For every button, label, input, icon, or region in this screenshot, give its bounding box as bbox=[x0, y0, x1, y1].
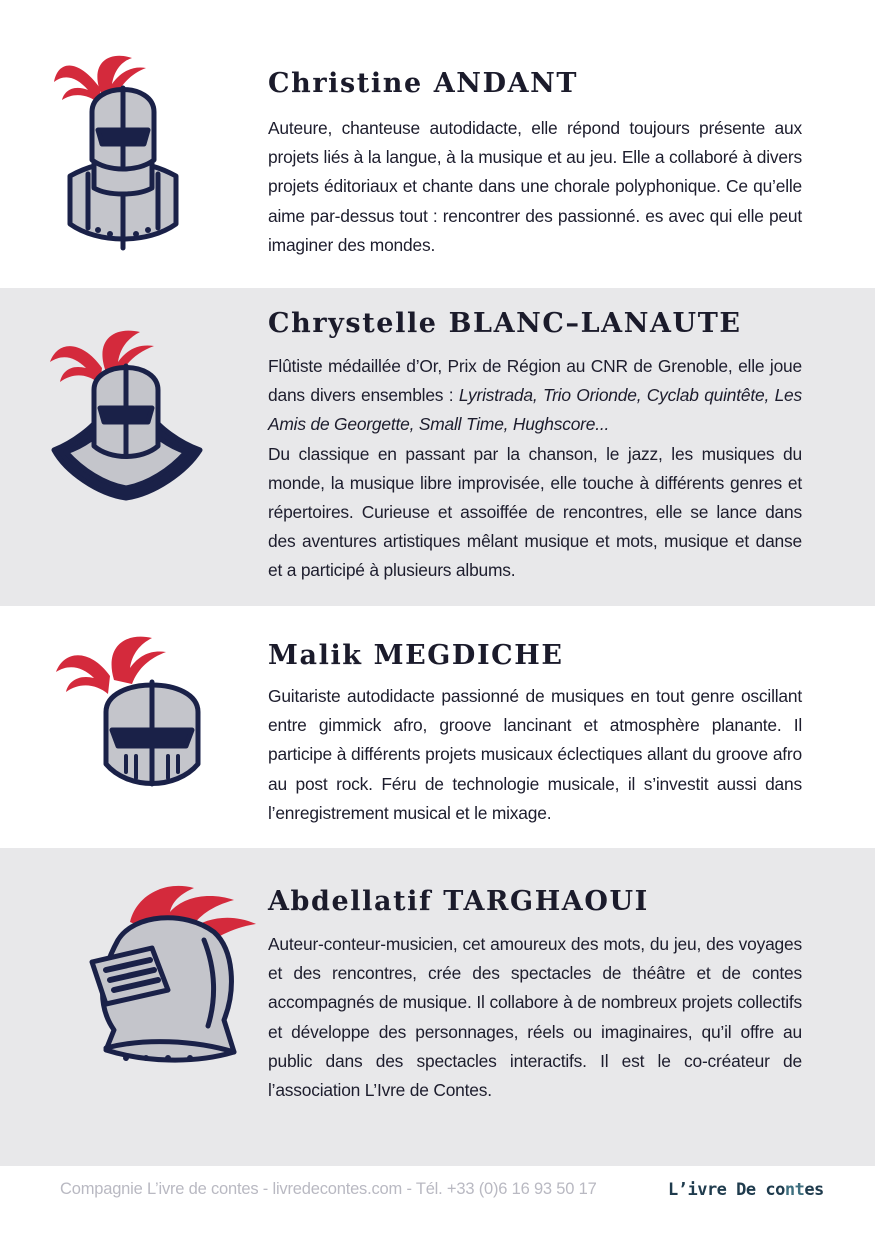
knight-helmet-profile-icon bbox=[84, 880, 266, 1072]
member-name: Malik MEGDICHE bbox=[268, 640, 564, 671]
member-bio-ensembles: Lyristrada, Trio Orionde, Cyclab quintête, Les Amis de Georgette, Small Time, Hughscore... bbox=[268, 385, 803, 435]
member-bio: Auteur-conteur-musicien, cet amoureux des mots, du jeu, des voyages et des rencontres, crée des spectacles de théâtre et de contes accompagnés de musique. Il collabore à de nombreux projets collectifs et développe des personnages, réels ou imaginaires, qu’il offre au public dans des spectacles interactifs. Il est le co-créateur de l’association L’Ivre de Contes. bbox=[268, 934, 802, 1101]
member-bio bbox=[268, 352, 802, 586]
knight-helmet-icon bbox=[52, 630, 204, 802]
knight-helmet-armor-icon bbox=[48, 48, 196, 262]
member-bio: Auteure, chanteuse autodidacte, elle répond toujours présente aux projets liés à la langue, à la musique et au jeu. Elle a collaboré à divers projets éditoriaux et chante dans une chorale polyphonique. Ce qu’elle aime par-dessus tout : rencontrer des passionné. es avec qui elle peut imaginer des mondes. bbox=[268, 118, 802, 255]
footer-logo bbox=[668, 1180, 824, 1200]
logo-text-part1: L’ivre De co bbox=[668, 1180, 785, 1200]
member-bio: Guitariste autodidacte passionné de musiques en tout genre oscillant entre gimmick afro, groove lancinant et atmosphère planante. Il participe à différents projets musicaux éclectiques allant du groove afro au post rock. Féru de technologie musicale, il s’investit aussi dans l’enregistrement musical et le mixage. bbox=[268, 686, 802, 823]
member-name: Chrystelle BLANC–LANAUTE bbox=[268, 308, 742, 339]
member-bio-intro: Flûtiste médaillée d’Or, Prix de Région au CNR de Grenoble, elle joue dans divers ensembles : bbox=[268, 356, 802, 406]
logo-text-part3: es bbox=[804, 1180, 824, 1200]
member-name: Christine ANDANT bbox=[268, 68, 579, 99]
member-name: Abdellatif TARGHAOUI bbox=[268, 886, 649, 917]
knight-helmet-shoulders-icon bbox=[44, 322, 208, 504]
member-bio-rest: Du classique en passant par la chanson, le jazz, les musiques du monde, la musique libre improvisée, elle touche à différents genres et répertoires. Curieuse et assoiffée de rencontres, elle se lance dans des aventures artistiques mêlant musique et mots, musique et danse et a participé à plusieurs albums. bbox=[268, 443, 802, 581]
footer-contact: Compagnie L’ivre de contes - livredecontes.com - Tél. +33 (0)6 16 93 50 17 bbox=[60, 1180, 597, 1198]
logo-text-part2: nt bbox=[784, 1180, 805, 1200]
